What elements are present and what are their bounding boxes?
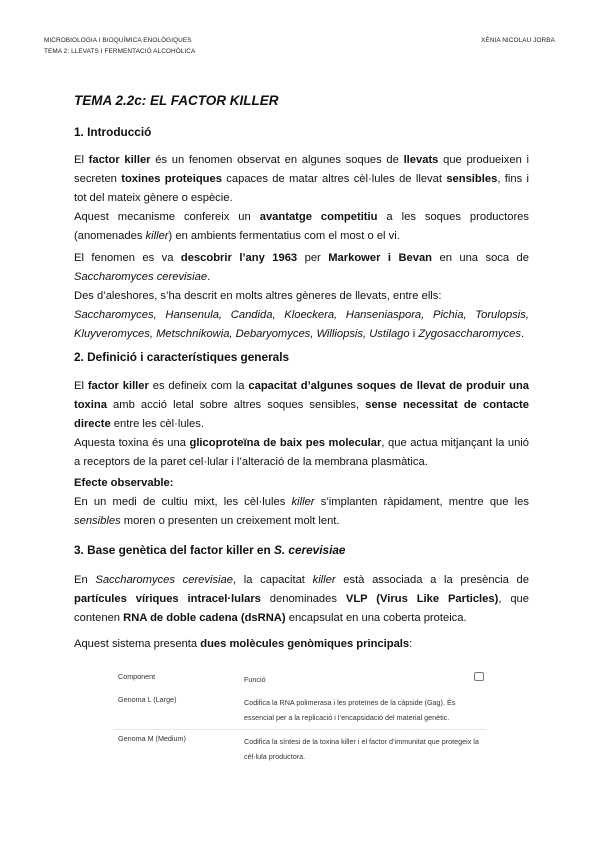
paragraph: [74, 474, 529, 493]
text-run: Aquesta toxina és una: [74, 437, 190, 449]
text-run: factor killer: [88, 154, 151, 166]
text-run: Aquest mecanisme confereix un: [74, 211, 260, 223]
text-run: Zygosaccharomyces: [418, 328, 521, 340]
text-run: VLP (Virus Like Particles): [345, 593, 499, 605]
text-run: sense necessitat de contacte directe: [74, 399, 529, 430]
text-run: :: [409, 638, 413, 650]
header-cell: Component: [118, 672, 156, 681]
text-run: que produeixen i secreten: [74, 154, 529, 185]
text-run: capacitat d’algunes soques de llevat de produir una toxina: [74, 380, 529, 411]
section-3-body: [74, 571, 529, 628]
text-run: denominades: [260, 593, 346, 605]
table-cell: Codifica la RNA polimerasa i les proteïnes de la càpside (Gag). És essencial per a la replicació i l’encapsidació del material genètic.: [244, 698, 456, 722]
paragraph: [74, 151, 529, 208]
table-cell: Codifica la síntesi de la toxina killer i el factor d’immunitat que protegeix la cèl·lula productora.: [244, 737, 479, 761]
paragraph: [74, 306, 529, 344]
paragraph: [74, 249, 529, 287]
text-run: Saccharomyces cerevisiae: [74, 271, 208, 283]
effect-block: [74, 474, 529, 531]
text-run: , que contenen: [74, 593, 530, 624]
section-2-body: [74, 377, 529, 472]
text-run: , la capacitat: [232, 574, 313, 586]
text-run: , que actua mitjançant la unió a receptors de la paret cel·lular i l’alteració de la membrana plasmàtica.: [74, 437, 529, 468]
text-run: encapsulat en una coberta proteica.: [285, 612, 467, 624]
text-run: s’implanten ràpidament, mentre que les: [314, 496, 529, 508]
text-run: llevats: [403, 154, 439, 166]
page-title: TEMA 2.2c: EL FACTOR KILLER: [74, 93, 279, 108]
text-run: .: [207, 271, 211, 283]
text-run: moren o presenten un creixement molt lent.: [120, 515, 340, 527]
section-1-body: [74, 151, 529, 246]
text-run: partícules víriques intracel·lulars: [74, 593, 261, 605]
text-run: està associada a la presència de: [335, 574, 530, 586]
table-row: [114, 729, 486, 768]
text-run: killer: [145, 230, 169, 242]
text-run: Des d’aleshores, s’ha descrit en molts altres gèneres de llevats, entre ells:: [74, 290, 442, 302]
text-run: per: [297, 252, 329, 264]
text-run: Saccharomyces cerevisiae: [95, 574, 233, 586]
paragraph: [74, 493, 529, 531]
text-run: sensibles: [446, 173, 498, 185]
text-run: en una soca de: [432, 252, 529, 264]
text-run: capaces de matar altres cèl·lules de llevat: [221, 173, 447, 185]
table-row: [114, 691, 486, 729]
text-run: factor killer: [87, 380, 149, 392]
header-course: MICROBIOLOGIA I BIOQUÍMICA ENOLÒGIQUES: [44, 37, 192, 44]
text-run: dues molècules genòmiques principals: [200, 638, 410, 650]
paragraph: [74, 571, 529, 628]
copy-icon[interactable]: [474, 672, 484, 681]
text-run: toxines proteiques: [121, 173, 222, 185]
text-run: ) en ambients fermentatius com el most o el vi.: [168, 230, 400, 242]
text-run: Markower i Bevan: [328, 252, 433, 264]
heading-text: 3. Base genètica del factor killer en: [74, 543, 274, 557]
text-run: sensibles: [74, 515, 121, 527]
text-run: En: [74, 574, 96, 586]
text-run: a les soques productores (anomenades: [74, 211, 529, 242]
table-cell: Genoma L (Large): [118, 695, 177, 704]
table-cell: Genoma M (Medium): [118, 734, 186, 743]
section-heading-2: 2. Definició i característiques generals: [74, 350, 290, 364]
text-run: RNA de doble cadena (dsRNA): [123, 612, 286, 624]
text-run: glicoproteïna de baix pes molecular: [189, 437, 382, 449]
text-run: avantatge competitiu: [259, 211, 378, 223]
discovery-block: [74, 249, 529, 344]
heading-species: S. cerevisiae: [273, 543, 346, 557]
genome-table: [114, 668, 486, 768]
paragraph: [74, 434, 529, 472]
text-run: amb acció letal sobre altres soques sensibles,: [106, 399, 366, 411]
text-run: .: [520, 328, 525, 340]
section-heading-3: [74, 543, 345, 557]
table-header: [114, 668, 486, 691]
section-heading-1: 1. Introducció: [74, 125, 152, 139]
text-run: , fins i tot del mateix gènere o espècie.: [74, 173, 529, 204]
paragraph: [74, 287, 529, 306]
text-run: entre les cèl·lules.: [110, 418, 204, 430]
paragraph: [74, 377, 529, 434]
header-cell: Funció: [244, 675, 266, 684]
text-run: és un fenomen observat en algunes soques de: [150, 154, 404, 166]
text-run: es defineix com la: [148, 380, 249, 392]
text-run: killer: [291, 496, 315, 508]
header-author: XÈNIA NICOLAU JORBA: [481, 37, 555, 44]
header-topic: TEMA 2: LLEVATS I FERMENTACIÓ ALCOHÒLICA: [44, 48, 196, 55]
text-run: Aquest sistema presenta: [74, 638, 201, 650]
paragraph: [74, 635, 529, 654]
text-run: El: [74, 380, 88, 392]
text-run: En un medi de cultiu mixt, les cèl·lules: [74, 496, 292, 508]
paragraph: [74, 208, 529, 246]
text-run: descobrir l’any 1963: [180, 252, 298, 264]
genome-intro: [74, 635, 529, 654]
text-run: killer: [312, 574, 336, 586]
text-run: i: [409, 328, 419, 340]
text-run: El: [74, 154, 89, 166]
text-run: Efecte observable:: [74, 477, 174, 489]
text-run: Saccharomyces, Hansenula, Candida, Kloeckera, Hanseniaspora, Pichia, Torulopsis, Kluyveromyces, Metschnikowia, Debaryomyces, Williopsis, Ustilago: [74, 309, 529, 340]
text-run: El fenomen es va: [74, 252, 181, 264]
